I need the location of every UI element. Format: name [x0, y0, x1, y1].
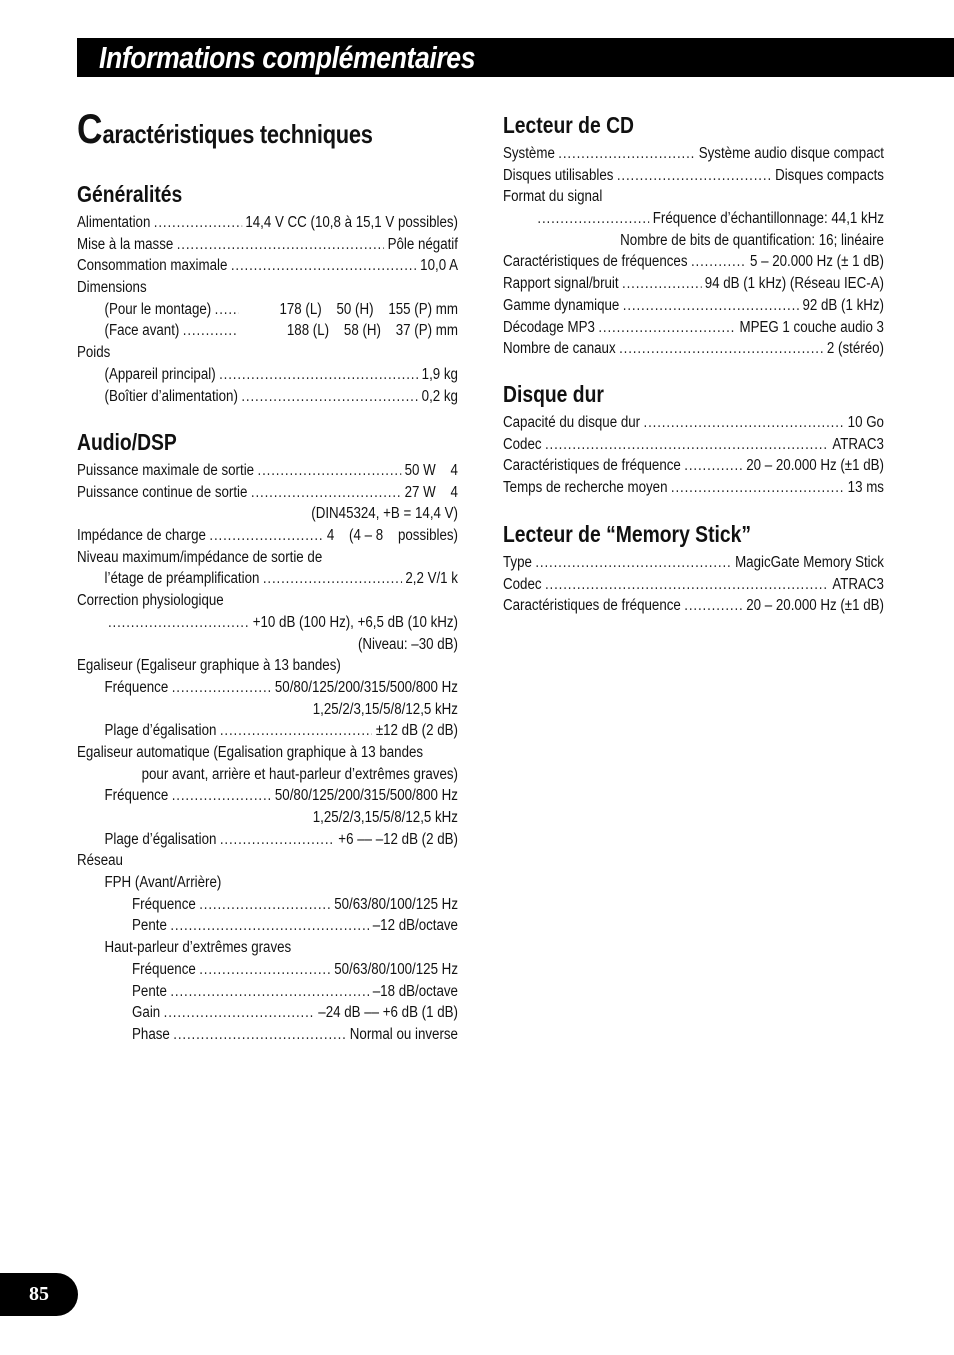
- spec-label: Système: [503, 145, 555, 162]
- spec-value: Nombre de bits de quantification: 16; linéaire: [620, 231, 884, 249]
- header-banner: [77, 38, 954, 77]
- header-title: Informations complémentaires: [99, 40, 476, 75]
- spec-label: Niveau maximum/impédance de sortie de: [77, 548, 323, 566]
- spec-label: Haut-parleur d’extrêmes graves: [104, 939, 292, 957]
- spec-value: 178 (L) 50 (H) 155 (P) mm: [279, 300, 458, 318]
- spec-label: Alimentation: [77, 214, 151, 231]
- spec-label: Fréquence: [104, 787, 169, 805]
- spec-value: ATRAC3: [832, 435, 884, 453]
- page-title-initial: C: [77, 105, 103, 152]
- spec-label: Gain: [132, 1004, 161, 1022]
- spec-value: 1,25/2/3,15/5/8/12,5 kHz: [312, 809, 458, 826]
- spec-value: 20 – 20.000 Hz (±1 dB): [746, 597, 884, 615]
- page-number: 85: [0, 1273, 78, 1316]
- section-heading: Audio/DSP: [77, 429, 177, 455]
- spec-label: (Face avant): [104, 322, 180, 340]
- spec-value: 13 ms: [847, 479, 884, 497]
- spec-value: 92 dB (1 kHz): [802, 296, 884, 314]
- page-title: [77, 105, 373, 152]
- section-memory-stick: [503, 520, 884, 617]
- spec-value: Disques compacts: [775, 166, 884, 184]
- spec-value: 27 W 4: [404, 483, 458, 501]
- spec-label: Pente: [132, 917, 167, 935]
- spec-label: Caractéristiques de fréquences: [503, 253, 688, 271]
- spec-value: –24 dB –– +6 dB (1 dB): [318, 1004, 458, 1022]
- section-generalites: [77, 180, 458, 407]
- spec-value: 50/80/125/200/315/500/800 Hz: [274, 787, 458, 805]
- spec-value: ATRAC3: [832, 575, 884, 593]
- spec-label: Puissance maximale de sortie: [77, 462, 255, 479]
- spec-value: 50 W 4: [404, 462, 458, 479]
- spec-label: Rapport signal/bruit: [503, 275, 619, 293]
- spec-label: Codec: [503, 575, 542, 593]
- spec-label: (Pour le montage): [104, 300, 212, 318]
- spec-value: 188 (L) 58 (H) 37 (P) mm: [286, 322, 458, 340]
- spec-label: Gamme dynamique: [503, 296, 620, 314]
- spec-label: Disques utilisables: [503, 166, 614, 184]
- spec-label: Correction physiologique: [77, 592, 224, 610]
- spec-value: 1,9 kg: [421, 365, 458, 383]
- section-lecteur-cd: [503, 111, 884, 360]
- spec-label: Temps de recherche moyen: [503, 479, 668, 497]
- section-heading: Lecteur de “Memory Stick”: [503, 521, 752, 547]
- spec-value: MPEG 1 couche audio 3: [739, 318, 884, 336]
- spec-label: Egaliseur automatique (Egalisation graphique à 13 bandes: [77, 743, 424, 761]
- spec-label: Plage d’égalisation: [104, 722, 217, 740]
- page-title-rest: aractéristiques techniques: [102, 119, 373, 149]
- spec-value: 2 (stéréo): [826, 340, 884, 358]
- spec-value: (Niveau: –30 dB): [357, 635, 458, 653]
- spec-label: Puissance continue de sortie: [77, 483, 248, 501]
- spec-value: Système audio disque compact: [698, 145, 884, 162]
- section-heading: Généralités: [77, 181, 183, 207]
- spec-label: Impédance de charge: [77, 527, 206, 545]
- spec-label: Poids: [77, 344, 111, 362]
- spec-label: Fréquence: [104, 678, 169, 696]
- spec-label: Mise à la masse: [77, 235, 174, 253]
- spec-label: Caractéristiques de fréquence: [503, 457, 681, 475]
- spec-label: Nombre de canaux: [503, 340, 616, 358]
- spec-value: Fréquence d’échantillonnage: 44,1 kHz: [652, 210, 884, 228]
- spec-value: 94 dB (1 kHz) (Réseau IEC-A): [704, 275, 884, 293]
- spec-label: Phase: [132, 1025, 170, 1043]
- section-heading: Disque dur: [503, 381, 604, 407]
- spec-label: Capacité du disque dur: [503, 414, 641, 431]
- spec-label: Fréquence: [132, 960, 196, 978]
- spec-value: +10 dB (100 Hz), +6,5 dB (10 kHz): [252, 613, 458, 631]
- spec-label: (Appareil principal): [104, 365, 216, 383]
- spec-value: (DIN45324, +B = 14,4 V): [311, 505, 458, 523]
- spec-value: ±12 dB (2 dB): [375, 722, 458, 740]
- spec-value: Normal ou inverse: [349, 1025, 458, 1043]
- spec-value: 1,25/2/3,15/5/8/12,5 kHz: [312, 700, 458, 718]
- spec-value: –18 dB/octave: [372, 982, 458, 1000]
- spec-label: Type: [503, 554, 532, 571]
- spec-value: 4 (4 – 8 possibles): [326, 527, 458, 545]
- spec-label: Fréquence: [132, 895, 196, 913]
- spec-value: 50/63/80/100/125 Hz: [334, 960, 458, 978]
- section-audio-dsp: [77, 428, 458, 1046]
- section-heading: Lecteur de CD: [503, 112, 634, 138]
- spec-label: FPH (Avant/Arrière): [104, 874, 222, 892]
- spec-value: Pôle négatif: [387, 235, 458, 253]
- spec-value: 14,4 V CC (10,8 à 15,1 V possibles): [245, 214, 458, 231]
- spec-value: 0,2 kg: [421, 387, 458, 405]
- spec-value: 20 – 20.000 Hz (±1 dB): [746, 457, 884, 475]
- spec-label: (Boîtier d’alimentation): [104, 387, 238, 405]
- spec-label: Pente: [132, 982, 167, 1000]
- spec-value: 10 Go: [847, 414, 884, 431]
- spec-label: Caractéristiques de fréquence: [503, 597, 681, 615]
- spec-label: l’étage de préamplification: [104, 570, 260, 588]
- spec-value: 2,2 V/1 k: [405, 570, 458, 588]
- spec-label: Dimensions: [77, 279, 147, 297]
- spec-label: Codec: [503, 435, 542, 453]
- spec-label: Egaliseur (Egaliseur graphique à 13 bandes): [77, 657, 341, 675]
- spec-label: Consommation maximale: [77, 257, 228, 275]
- spec-label: Réseau: [77, 852, 123, 870]
- spec-label: Plage d’égalisation: [104, 830, 217, 848]
- spec-value: 50/80/125/200/315/500/800 Hz: [274, 678, 458, 696]
- spec-value: 5 – 20.000 Hz (± 1 dB): [749, 253, 884, 271]
- spec-value: MagicGate Memory Stick: [735, 554, 884, 571]
- spec-label: pour avant, arrière et haut-parleur d’extrêmes graves): [141, 765, 458, 783]
- spec-label: Format du signal: [503, 188, 603, 206]
- spec-value: –12 dB/octave: [372, 917, 458, 935]
- spec-value: 50/63/80/100/125 Hz: [334, 895, 458, 913]
- spec-value: 10,0 A: [420, 257, 458, 275]
- spec-label: Décodage MP3: [503, 318, 595, 336]
- section-disque-dur: [503, 380, 884, 499]
- spec-value: +6 –– –12 dB (2 dB): [338, 830, 458, 848]
